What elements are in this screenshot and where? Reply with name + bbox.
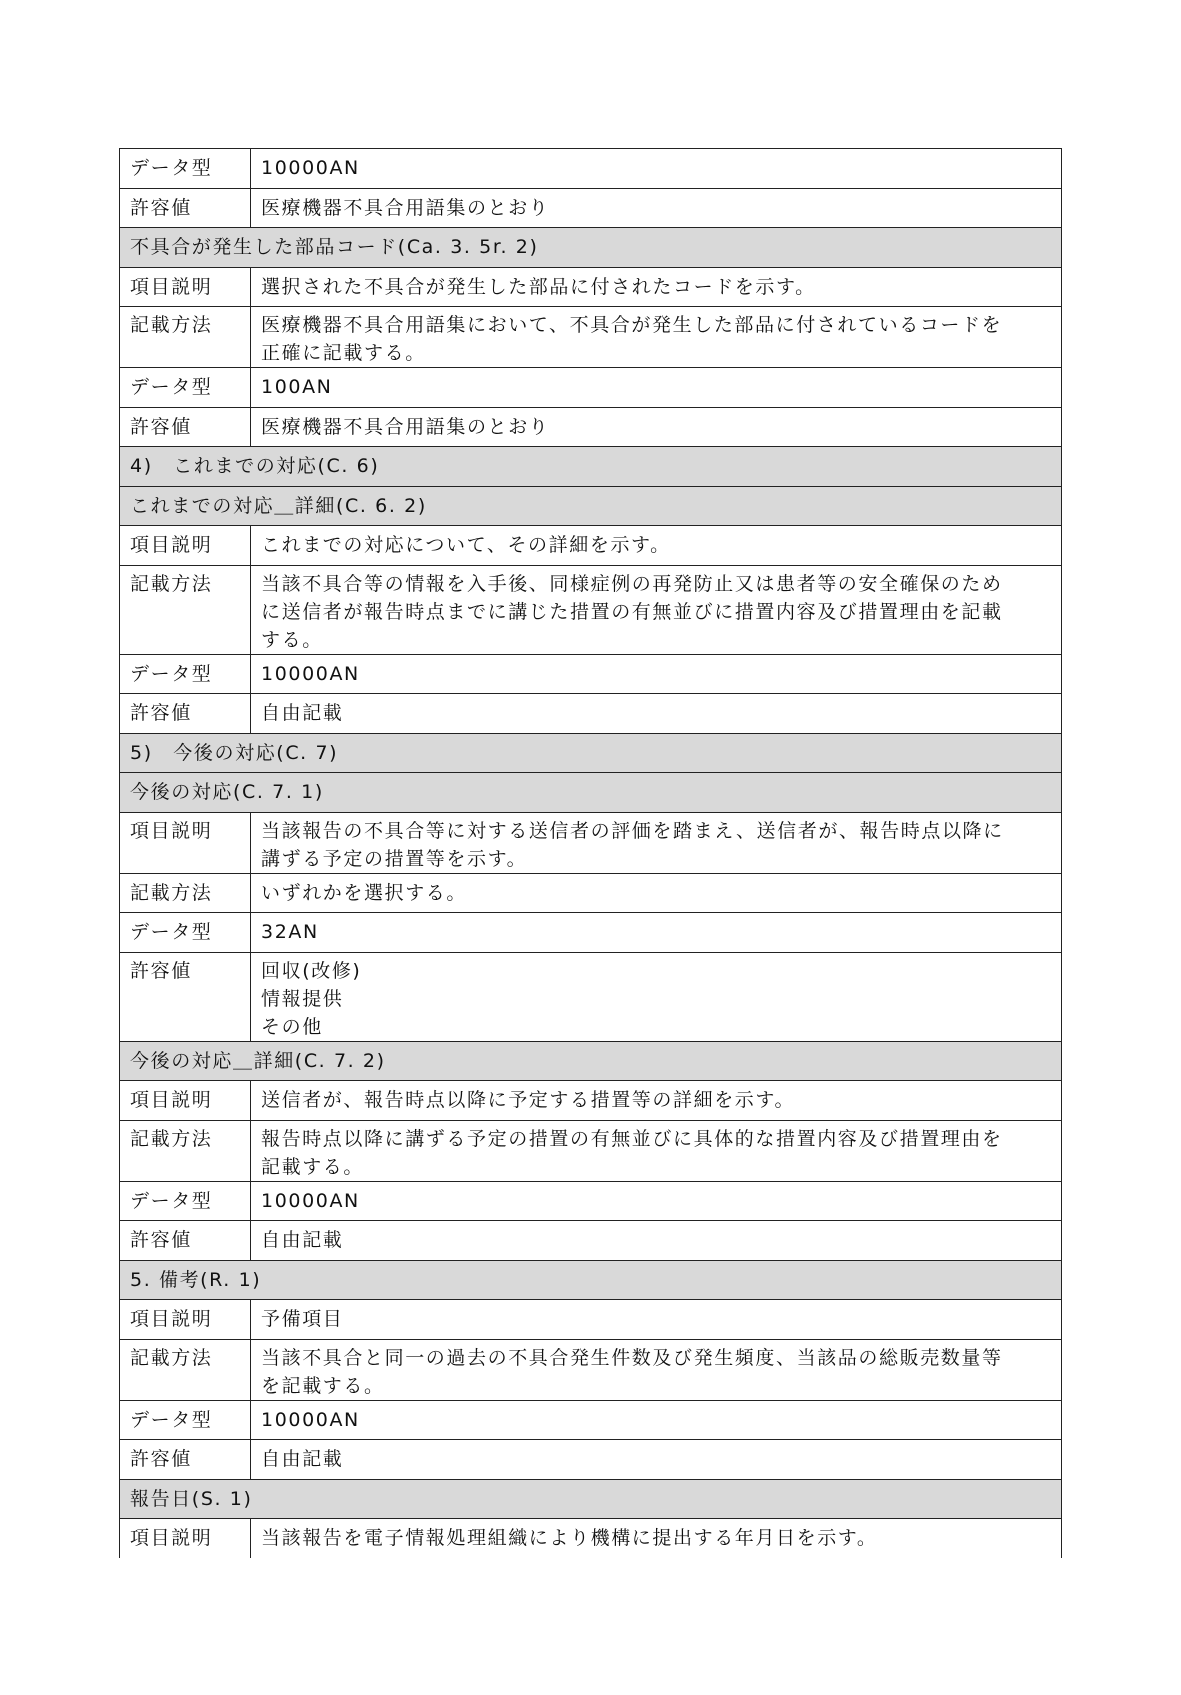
row-value: 32AN [251,913,1062,953]
row-label: 記載方法 [120,1120,251,1181]
row-value: 選択された不具合が発生した部品に付されたコードを示す。 [251,267,1062,307]
table-row [120,149,1062,189]
table-row [120,188,1062,228]
row-label: 許容値 [120,1221,251,1261]
row-value: これまでの対応について、その詳細を示す。 [251,526,1062,566]
table-row [120,1181,1062,1221]
table-row [120,267,1062,307]
row-value: 10000AN [251,654,1062,694]
row-label: 許容値 [120,694,251,734]
row-value: 自由記載 [251,1221,1062,1261]
table-row [120,368,1062,408]
specification-table [119,148,1062,1558]
row-value: 医療機器不具合用語集において、不具合が発生した部品に付されているコードを 正確に記載する。 [251,307,1062,368]
row-label: データ型 [120,368,251,408]
table-row [120,1120,1062,1181]
row-label: 項目説明 [120,1300,251,1340]
row-label: 記載方法 [120,1339,251,1400]
row-label: データ型 [120,1400,251,1440]
row-value: 10000AN [251,1181,1062,1221]
row-label: 記載方法 [120,307,251,368]
row-value: 送信者が、報告時点以降に予定する措置等の詳細を示す。 [251,1081,1062,1121]
row-label: データ型 [120,1181,251,1221]
table-row [120,1339,1062,1400]
section-header-row [120,1260,1062,1300]
section-header: 4) これまでの対応(C. 6) [120,447,1062,487]
table-row [120,694,1062,734]
row-value: 当該報告を電子情報処理組織により機構に提出する年月日を示す。 [251,1519,1062,1559]
section-header: 5. 備考(R. 1) [120,1260,1062,1300]
row-label: データ型 [120,654,251,694]
section-header: 報告日(S. 1) [120,1479,1062,1519]
row-value: 予備項目 [251,1300,1062,1340]
row-value: 当該報告の不具合等に対する送信者の評価を踏まえ、送信者が、報告時点以降に 講ずる予定の措置等を示す。 [251,812,1062,873]
row-value: 10000AN [251,149,1062,189]
row-value: いずれかを選択する。 [251,873,1062,913]
row-value: 当該不具合等の情報を入手後、同様症例の再発防止又は患者等の安全確保のため に送信者が報告時点までに講じた措置の有無並びに措置内容及び措置理由を記載 する。 [251,565,1062,654]
section-header-row [120,733,1062,773]
row-label: データ型 [120,913,251,953]
table-row [120,1440,1062,1480]
row-label: 許容値 [120,407,251,447]
row-label: 許容値 [120,1440,251,1480]
table-row [120,654,1062,694]
table-row [120,873,1062,913]
row-value: 医療機器不具合用語集のとおり [251,407,1062,447]
row-label: 項目説明 [120,267,251,307]
table-row [120,812,1062,873]
section-header: 今後の対応(C. 7. 1) [120,773,1062,813]
section-header-row [120,486,1062,526]
section-header: 不具合が発生した部品コード(Ca. 3. 5r. 2) [120,228,1062,268]
row-value: 回収(改修) 情報提供 その他 [251,952,1062,1041]
row-value: 報告時点以降に講ずる予定の措置の有無並びに具体的な措置内容及び措置理由を 記載する。 [251,1120,1062,1181]
row-label: 項目説明 [120,1081,251,1121]
row-value: 自由記載 [251,1440,1062,1480]
table-row [120,952,1062,1041]
section-header-row [120,447,1062,487]
row-label: 項目説明 [120,526,251,566]
row-label: 許容値 [120,952,251,1041]
section-header-row [120,1479,1062,1519]
row-value: 医療機器不具合用語集のとおり [251,188,1062,228]
row-value: 100AN [251,368,1062,408]
section-header-row [120,1041,1062,1081]
table-row [120,307,1062,368]
table-row [120,1400,1062,1440]
section-header-row [120,228,1062,268]
table-row [120,1081,1062,1121]
table-row [120,526,1062,566]
row-label: 記載方法 [120,873,251,913]
row-label: 許容値 [120,188,251,228]
table-row [120,407,1062,447]
section-header: これまでの対応＿詳細(C. 6. 2) [120,486,1062,526]
section-header: 5) 今後の対応(C. 7) [120,733,1062,773]
section-header: 今後の対応＿詳細(C. 7. 2) [120,1041,1062,1081]
row-value: 自由記載 [251,694,1062,734]
row-label: 項目説明 [120,812,251,873]
row-value: 10000AN [251,1400,1062,1440]
table-row [120,565,1062,654]
row-label: 項目説明 [120,1519,251,1559]
table-row [120,913,1062,953]
row-value: 当該不具合と同一の過去の不具合発生件数及び発生頻度、当該品の総販売数量等 を記載する。 [251,1339,1062,1400]
table-row [120,1221,1062,1261]
row-label: 記載方法 [120,565,251,654]
table-row [120,1519,1062,1559]
section-header-row [120,773,1062,813]
table-row [120,1300,1062,1340]
row-label: データ型 [120,149,251,189]
